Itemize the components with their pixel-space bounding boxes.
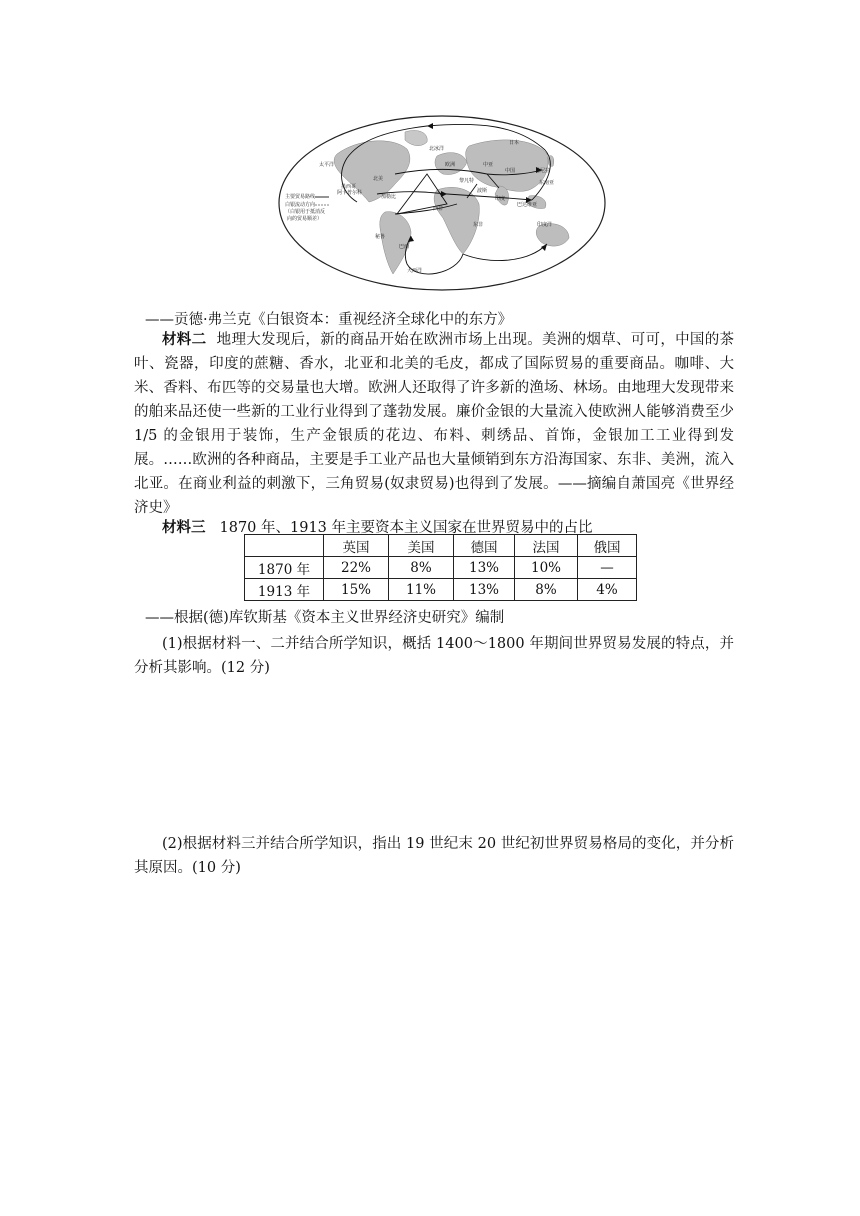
world-trade-map <box>277 114 607 292</box>
label-north-america: 北美 <box>373 176 384 182</box>
material3-title: 1870 年、1913 年主要资本主义国家在世界贸易中的占比 <box>219 520 593 536</box>
table-header-cell: 美国 <box>389 535 454 557</box>
legend-main-routes: 主要贸易路线 <box>285 194 316 200</box>
label-persia: 波斯 <box>477 188 488 194</box>
label-acapulco: 阿卡普尔科 <box>337 190 363 196</box>
material2-paragraph <box>134 328 734 520</box>
table-cell: 8% <box>515 579 578 601</box>
table-header-cell: 德国 <box>454 535 515 557</box>
label-indian: 印度洋 <box>537 222 553 228</box>
table-header-cell: 法国 <box>515 535 578 557</box>
material3-label: 材料三 <box>162 519 206 536</box>
label-central-asia: 中亚 <box>483 162 494 168</box>
label-europe: 欧洲 <box>445 162 456 168</box>
label-moluccas: 东南亚 <box>539 180 555 186</box>
material1-source: ——贡德·弗兰克《白银资本：重视经济全球化中的东方》 <box>145 312 513 328</box>
table-cell: 11% <box>389 579 454 601</box>
trade-share-table <box>244 534 637 601</box>
material2-label: 材料二 <box>162 331 207 348</box>
label-levant: 黎凡特 <box>459 178 475 184</box>
label-mexico: 墨西哥 <box>341 184 357 190</box>
table-cell: 8% <box>389 557 454 579</box>
label-peru: 秘鲁 <box>375 234 386 240</box>
table-header-cell: 俄国 <box>578 535 637 557</box>
question-1: (1)根据材料一、二并结合所学知识，概括 1400～1800 年期间世界贸易发展的特点，并分析其影响。(12 分) <box>134 636 734 676</box>
table-cell: 1870 年 <box>245 557 324 579</box>
label-atlantic: 大西洋 <box>407 268 423 274</box>
legend-note-2: 向的贸易顺差） <box>287 216 323 222</box>
label-china: 中国 <box>505 168 516 174</box>
legend-note-1: （白银用于抵消反 <box>285 209 326 215</box>
map-svg <box>277 114 607 292</box>
table-cell: 13% <box>454 579 515 601</box>
legend-silver-flow: 白银流动方向 <box>285 202 316 208</box>
table-header-row <box>245 535 637 557</box>
table-row <box>245 557 637 579</box>
label-batavia: 巴达维亚 <box>517 202 538 208</box>
label-caribbean: 加勒比 <box>381 194 397 200</box>
table-cell: 22% <box>324 557 389 579</box>
label-india: 印度 <box>495 196 506 202</box>
table-header-cell <box>245 535 324 557</box>
label-philippines: 马尼拉 <box>535 168 551 174</box>
label-east-africa: 东非 <box>473 222 484 228</box>
table-row <box>245 579 637 601</box>
label-west-africa: 西非 <box>433 206 444 212</box>
label-arctic: 北冰洋 <box>429 146 445 152</box>
question-2: (2)根据材料三并结合所学知识，指出 19 世纪末 20 世纪初世界贸易格局的变化，并分析其原因。(10 分) <box>134 836 734 876</box>
table-cell: 15% <box>324 579 389 601</box>
table-cell: 4% <box>578 579 637 601</box>
table-header-cell: 英国 <box>324 535 389 557</box>
table-cell: 1913 年 <box>245 579 324 601</box>
label-japan: 日本 <box>509 140 520 146</box>
material2-text: 地理大发现后，新的商品开始在欧洲市场上出现。美洲的烟草、可可，中国的茶叶、瓷器，印度的蔗糖、香水，北亚和北美的毛皮，都成了国际贸易的重要商品。咖啡、大米、香料、布匹等的交易量也大增。欧洲人还取得了许多新的渔场、林场。由地理大发现带来的舶来品还使一些新的工业行业得到了蓬勃发展。廉价金银的大量流入使欧洲人能够消费至少 1/5 的金银用于装饰，生产金银质的花边、布料、刺绣品、首饰，金银加工工业得到发展。……欧洲的各种商品，主要是手工业产品也大量倾销到东方沿海国家、东非、美洲，流入北亚。在商业利益的刺激下，三角贸易(奴隶贸易)也得到了发展。——摘编自萧国亮《世界经济史》 <box>134 332 735 516</box>
table-cell: — <box>578 557 637 579</box>
material3-source: ——根据(德)库钦斯基《资本主义世界经济史研究》编制 <box>145 610 505 626</box>
label-pacific: 太平洋 <box>319 162 335 168</box>
label-brazil: 巴西 <box>399 244 410 250</box>
table-cell: 13% <box>454 557 515 579</box>
table-cell: 10% <box>515 557 578 579</box>
